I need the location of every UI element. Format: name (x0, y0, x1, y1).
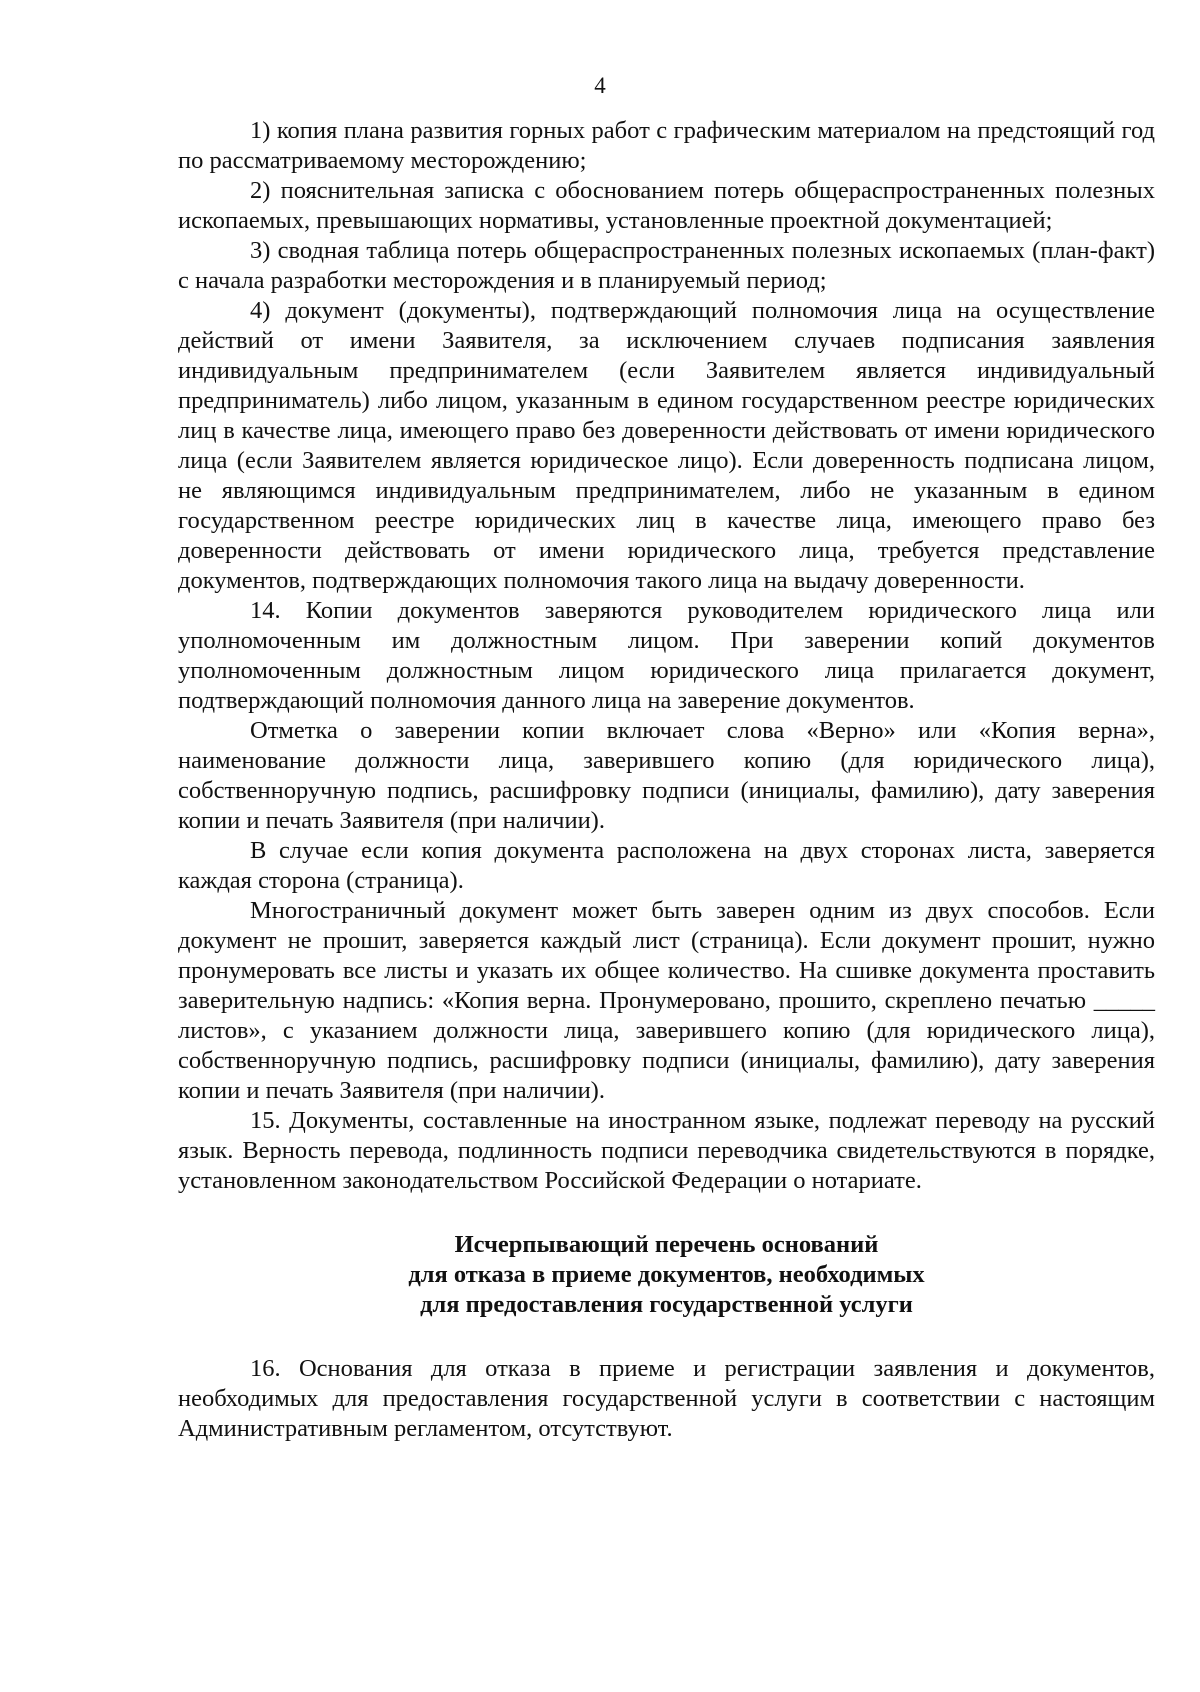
page-number: 4 (594, 73, 606, 98)
two-sided-copy-paragraph: В случае если копия документа расположена на двух сторонах листа, заверяется каждая сторона (страница). (178, 837, 1155, 894)
list-item-authority-document: 4) документ (документы), подтверждающий полномочия лица на осуществление действий от имени Заявителя, за исключением случаев подписания заявления индивидуальным предпринимателем (если Заявителем является индивидуальный предприниматель) либо лицом, указанным в едином государственном реестре юридических лиц в качестве лица, имеющего право без доверенности действовать от имени юридического лица (если Заявителем является юридическое лицо). Если доверенность подписана лицом, не являющимся индивидуальным предпринимателем, либо не указанным в едином государственном реестре юридических лиц в качестве лица, имеющего право без доверенности действовать от имени юридического лица, требуется представление документов, подтверждающих полномочия такого лица на выдачу доверенности. (178, 297, 1155, 594)
section-heading-line-1: Исчерпывающий перечень оснований (454, 1231, 879, 1258)
section-heading-line-2: для отказа в приеме документов, необходимых (408, 1261, 925, 1288)
list-item-summary-table: 3) сводная таблица потерь общераспространенных полезных ископаемых (план-факт) с начала разработки месторождения и в планируемый период; (178, 237, 1155, 294)
section-heading-line-3: для предоставления государственной услуги (420, 1291, 913, 1318)
section-heading (178, 1230, 1155, 1320)
list-item-plan-copy: 1) копия плана развития горных работ с графическим материалом на предстоящий год по рассматриваемому месторождению; (178, 117, 1155, 174)
clause-15-foreign-language: 15. Документы, составленные на иностранном языке, подлежат переводу на русский язык. Верность перевода, подлинность подписи переводчика свидетельствуются в порядке, установленном законодательством Российской Федерации о нотариате. (178, 1107, 1155, 1194)
multipage-document-paragraph: Многостраничный документ может быть заверен одним из двух способов. Если документ не прошит, заверяется каждый лист (страница). Если документ прошит, нужно пронумеровать все листы и указать их общее количество. На сшивке документа проставить заверительную надпись: «Копия верна. Пронумеровано, прошито, скреплено печатью _____ листов», с указанием должности лица, заверившего копию (для юридического лица), собственноручную подпись, расшифровку подписи (инициалы, фамилию), дату заверения копии и печать Заявителя (при наличии). (178, 897, 1155, 1104)
clause-14-copies-certification: 14. Копии документов заверяются руководителем юридического лица или уполномоченным им должностным лицом. При заверении копий документов уполномоченным должностным лицом юридического лица прилагается документ, подтверждающий полномочия данного лица на заверение документов. (178, 597, 1155, 714)
list-item-explanatory-note: 2) пояснительная записка с обоснованием потерь общераспространенных полезных ископаемых, превышающих нормативы, установленные проектной документацией; (178, 177, 1155, 234)
certification-mark-paragraph: Отметка о заверении копии включает слова «Верно» или «Копия верна», наименование должности лица, заверившего копию (для юридического лица), собственноручную подпись, расшифровку подписи (инициалы, фамилию), дату заверения копии и печать Заявителя (при наличии). (178, 717, 1155, 834)
clause-16-refusal-grounds: 16. Основания для отказа в приеме и регистрации заявления и документов, необходимых для предоставления государственной услуги в соответствии с настоящим Административным регламентом, отсутствуют. (178, 1355, 1155, 1442)
document-body (178, 116, 1155, 1444)
